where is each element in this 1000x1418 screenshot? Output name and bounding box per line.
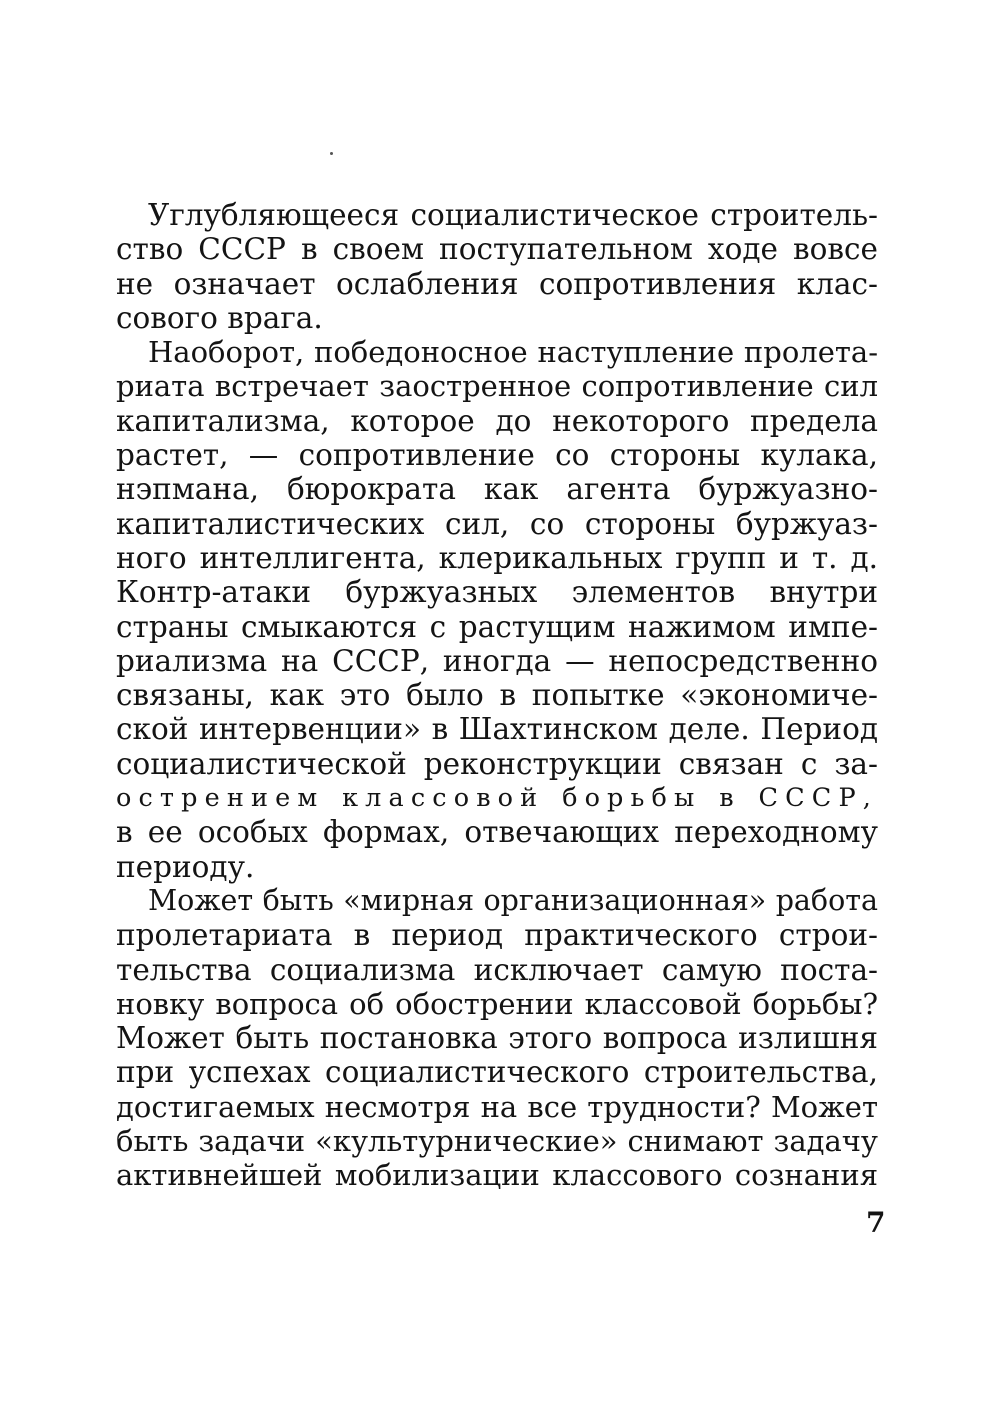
text-line: быть задачи «культурнические» снимают задачу — [116, 1124, 878, 1159]
text-line: социалистической реконструкции связан с за- — [116, 746, 878, 781]
print-speck — [330, 152, 333, 155]
text-line: достигаемых несмотря на все трудности? Может — [116, 1089, 878, 1124]
paragraph-3 — [116, 884, 878, 1193]
page-number: 7 — [866, 1206, 886, 1239]
text-line: при успехах социалистического строительства, — [116, 1055, 878, 1090]
text-line: не означает ослабления сопротивления клас- — [116, 266, 878, 301]
paragraph-2 — [116, 335, 878, 884]
text-line: сового врага. — [116, 300, 323, 335]
text-line: страны смыкаются с растущим нажимом импе- — [116, 609, 878, 644]
text-line: Наоборот, победоносное наступление пролета- — [148, 335, 878, 370]
text-line: Контр-атаки буржуазных элементов внутри — [116, 575, 878, 610]
text-line-spaced: острением классовой борьбы в СССР, — [116, 783, 878, 814]
text-line: капитализма, которое до некоторого предела — [116, 403, 878, 438]
text-line: нэпмана, бюрократа как агента буржуазно- — [116, 472, 878, 507]
text-line: пролетариата в период практического строи- — [116, 918, 878, 953]
text-line: связаны, как это было в попытке «экономиче- — [116, 678, 878, 713]
text-line: Углубляющееся социалистическое строитель- — [148, 198, 878, 232]
text-line: тельства социализма исключает самую поста- — [116, 952, 878, 987]
text-line: в ее особых формах, отвечающих переходному — [116, 815, 878, 850]
text-line: активнейшей мобилизации классового сознания — [116, 1158, 878, 1193]
text-line: Может быть «мирная организационная» работа — [148, 883, 878, 917]
text-line: новку вопроса об обострении классовой борьбы? — [116, 986, 878, 1021]
text-line: ство СССР в своем поступательном ходе вовсе — [116, 232, 878, 267]
text-line: растет, — сопротивление со стороны кулака, — [116, 438, 878, 473]
text-line: ного интеллигента, клерикальных групп и т. д. — [116, 540, 878, 575]
text-line: капиталистических сил, со стороны буржуаз- — [116, 506, 878, 541]
text-line: риата встречает заостренное сопротивление сил — [116, 369, 878, 404]
text-line: риализма на СССР, иногда — непосредственно — [116, 643, 878, 678]
body-text — [116, 198, 878, 1193]
text-line: ской интервенции» в Шахтинском деле. Период — [116, 712, 878, 747]
paragraph-1 — [116, 198, 878, 335]
text-line: периоду. — [116, 849, 255, 884]
text-line: Может быть постановка этого вопроса излишня — [116, 1021, 878, 1056]
